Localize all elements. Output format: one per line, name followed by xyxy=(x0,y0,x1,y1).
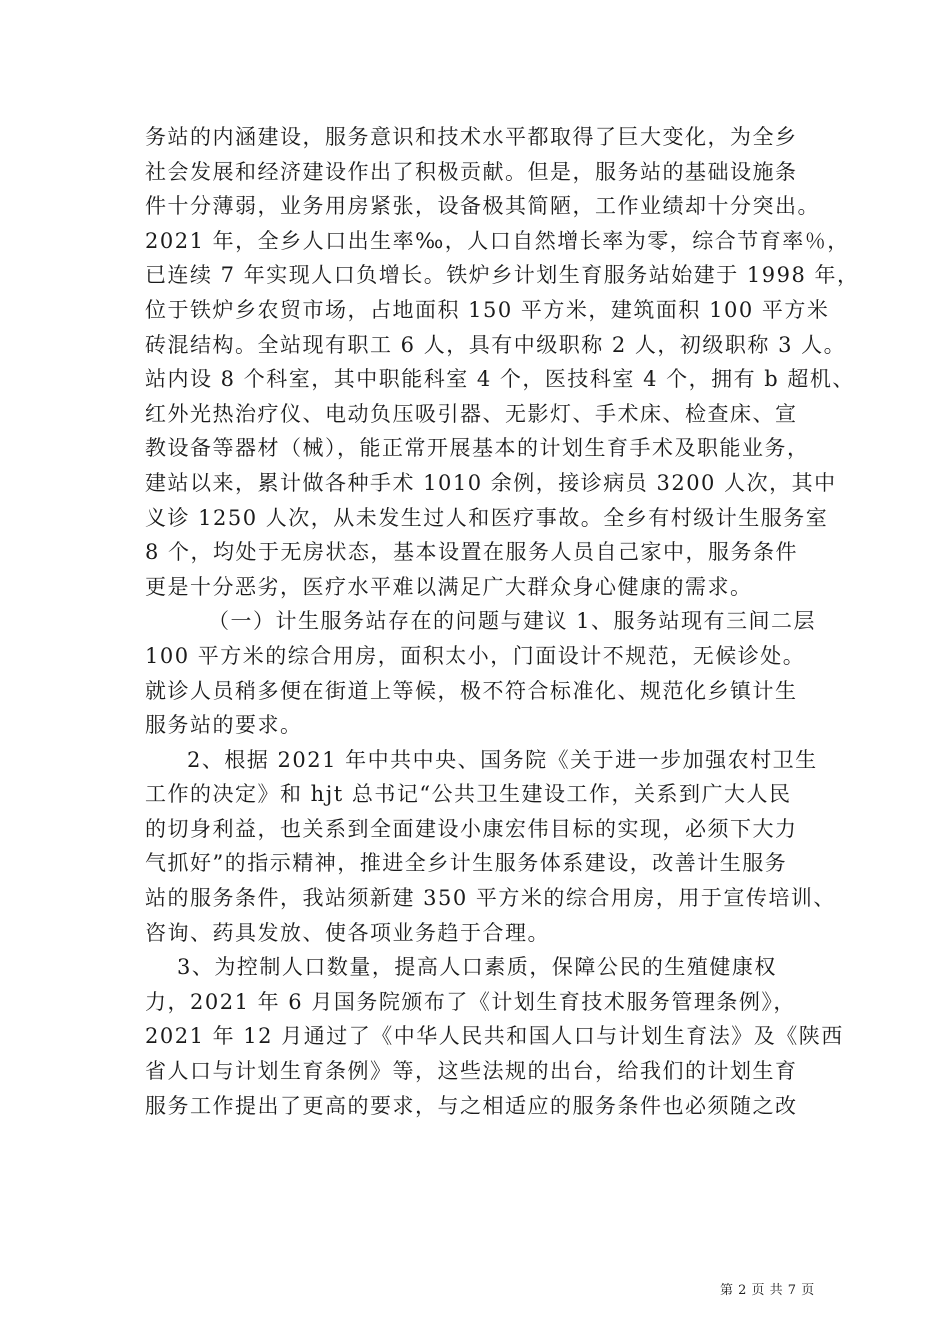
text-line: 教设备等器材（械），能正常开展基本的计划生育手术及职能业务， xyxy=(145,436,810,461)
text-line: 2021 年，全乡人口出生率‰，人口自然增长率为零，综合节育率％， xyxy=(145,228,850,253)
text-line: 站内设 8 个科室，其中职能科室 4 个，医技科室 4 个，拥有 b 超机、 xyxy=(145,367,855,392)
text-line: 站的服务条件，我站须新建 350 平方米的综合用房，用于宣传培训、 xyxy=(145,886,836,911)
text-line: 2021 年 12 月通过了《中华人民共和国人口与计划生育法》及《陕西 xyxy=(145,1024,844,1049)
text-line: 工作的决定》和 hjt 总书记“公共卫生建设工作，关系到广大人民 xyxy=(145,782,792,807)
paragraph-start-line: 3、为控制人口数量，提高人口素质，保障公民的生殖健康权 xyxy=(177,955,777,980)
paragraph-start-line: （一）计生服务站存在的问题与建议 1、服务站现有三间二层 xyxy=(208,609,817,634)
text-line: 义诊 1250 人次，从未发生过人和医疗事故。全乡有村级计生服务室 xyxy=(145,505,829,530)
text-line: 社会发展和经济建设作出了积极贡献。但是，服务站的基础设施条 xyxy=(145,159,798,184)
text-line: 务站的内涵建设，服务意识和技术水平都取得了巨大变化，为全乡 xyxy=(145,125,798,149)
text-line: 的切身利益，也关系到全面建设小康宏伟目标的实现，必须下大力 xyxy=(145,816,798,841)
text-line: 咨询、药具发放、使各项业务趋于合理。 xyxy=(145,920,550,945)
text-line: 服务工作提出了更高的要求，与之相适应的服务条件也必须随之改 xyxy=(145,1093,798,1118)
text-line: 就诊人员稍多便在街道上等候，极不符合标准化、规范化乡镇计生 xyxy=(145,678,798,703)
text-line: 砖混结构。全站现有职工 6 人，具有中级职称 2 人，初级职称 3 人。 xyxy=(145,332,847,357)
text-line: 位于铁炉乡农贸市场，占地面积 150 平方米，建筑面积 100 平方米 xyxy=(145,297,830,322)
text-line: 红外光热治疗仪、电动负压吸引器、无影灯、手术床、检查床、宣 xyxy=(145,401,798,426)
text-line: 气抓好”的指示精神，推进全乡计生服务体系建设，改善计生服务 xyxy=(145,851,788,876)
text-line: 100 平方米的综合用房，面积太小，门面设计不规范，无候诊处。 xyxy=(145,643,806,668)
text-line: 服务站的要求。 xyxy=(145,713,303,738)
text-line: 更是十分恶劣，医疗水平难以满足广大群众身心健康的需求。 xyxy=(145,574,753,599)
body-text xyxy=(145,120,860,1123)
text-line: 力，2021 年 6 月国务院颁布了《计划生育技术服务管理条例》， xyxy=(145,989,796,1014)
text-line: 省人口与计划生育条例》等，这些法规的出台，给我们的计划生育 xyxy=(145,1059,798,1084)
text-line: 8 个，均处于无房状态，基本设置在服务人员自己家中，服务条件 xyxy=(145,540,799,565)
text-line: 已连续 7 年实现人口负增长。铁炉乡计划生育服务站始建于 1998 年， xyxy=(145,263,860,288)
text-line: 建站以来，累计做各种手术 1010 余例，接诊病员 3200 人次，其中 xyxy=(145,470,837,495)
paragraph-start-line: 2、根据 2021 年中共中央、国务院《关于进一步加强农村卫生 xyxy=(187,747,818,772)
page-number: 第 2 页 共 7 页 xyxy=(720,1283,815,1298)
text-line: 件十分薄弱，业务用房紧张，设备极其简陋，工作业绩却十分突出。 xyxy=(145,194,820,219)
